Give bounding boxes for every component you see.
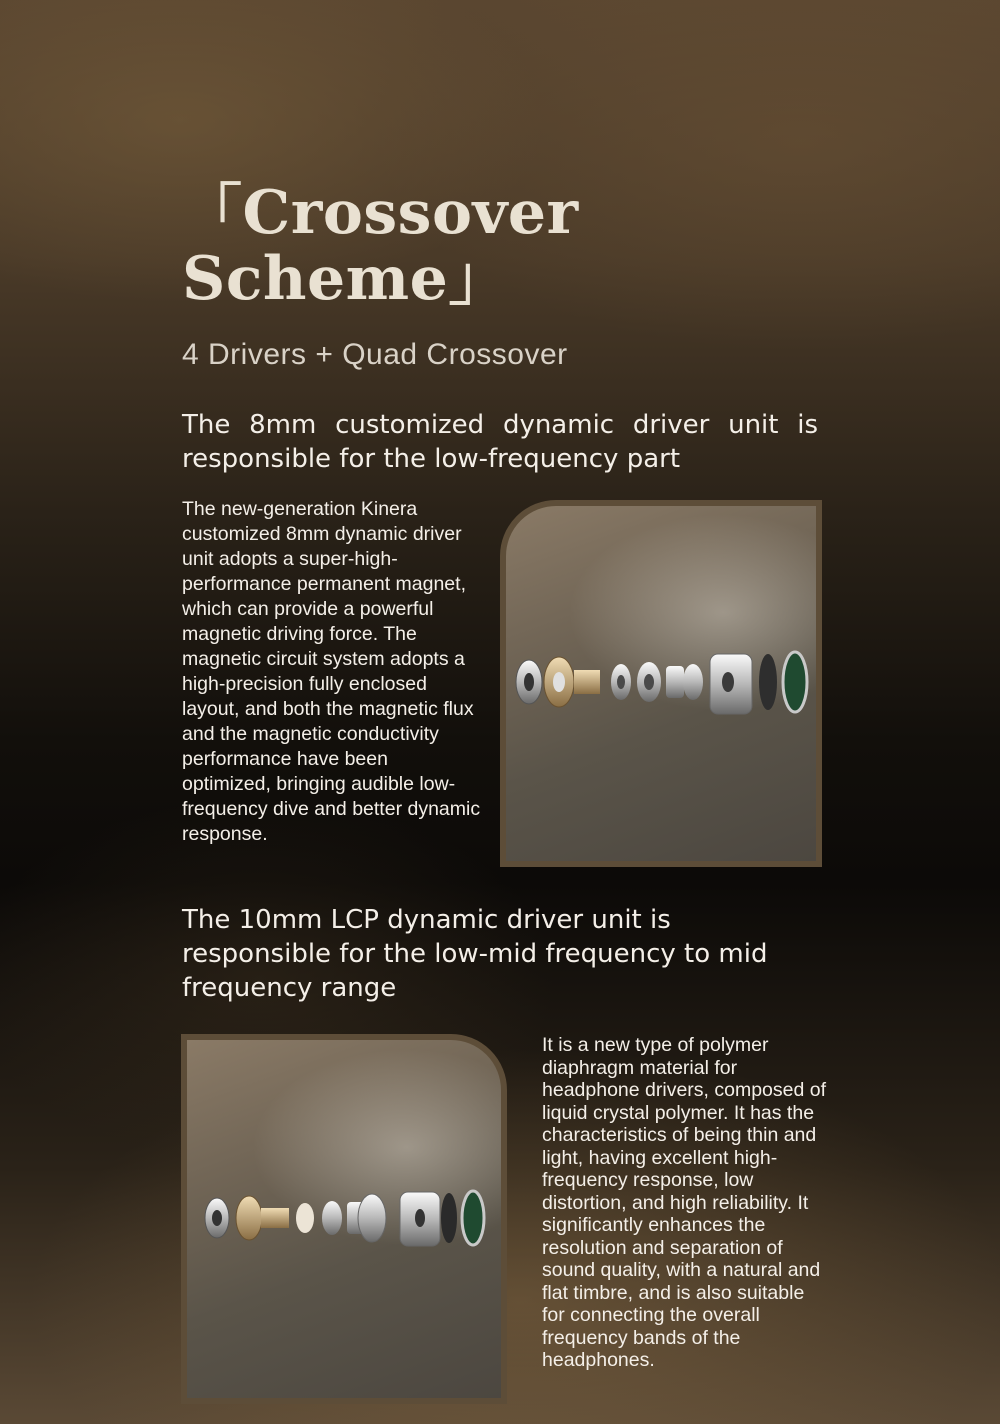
title-line-1: 「Crossover [182,178,579,248]
page-title [182,180,579,312]
driver-10mm-components-illustration [187,1040,501,1398]
section1-body: The new-generation Kinera customized 8mm dynamic driver unit adopts a super-high-performance permanent magnet, which can provide a powerful magnetic driving force. The magnetic circuit system adopts a high-precision fully enclosed layout, and both the magnetic flux and the magnetic conductivity performance have been optimized, bringing audible low-frequency dive and better dynamic response. [182,498,481,845]
driver-10mm-lcp-exploded-image [181,1034,507,1404]
section2-heading: The 10mm LCP dynamic driver unit is responsible for the low-mid frequency to mid frequency range [182,905,768,1003]
page-subtitle: 4 Drivers + Quad Crossover [182,338,568,371]
section2-body: It is a new type of polymer diaphragm material for headphone drivers, composed of liquid crystal polymer. It has the characteristics of being thin and light, having excellent high-frequency response, low distortion, and high reliability. It significantly enhances the resolution and separation of sound quality, with a natural and flat timbre, and is also suitable for connecting the overall frequency bands of the headphones. [542,1034,827,1371]
driver-8mm-exploded-image [500,500,822,867]
section1-heading: The 8mm customized dynamic driver unit is responsible for the low-frequency part [182,410,818,474]
title-line-2: Scheme」 [182,244,509,314]
driver-8mm-components-illustration [506,506,816,861]
